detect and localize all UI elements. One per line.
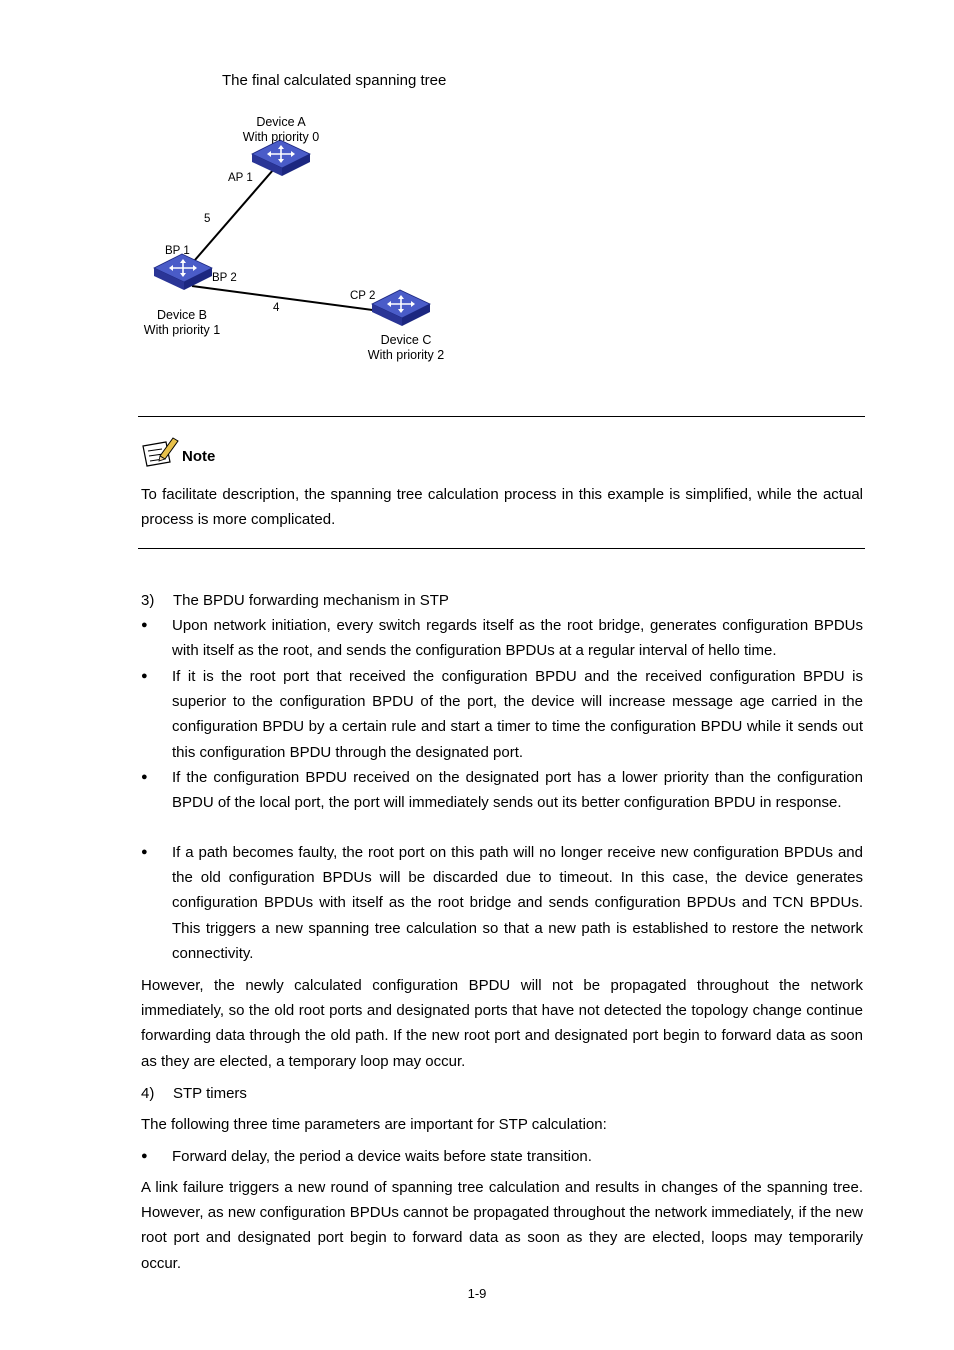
port-cp2: CP 2 (350, 290, 376, 302)
bullet-dot: ● (141, 670, 148, 682)
list-item-text: Upon network initiation, every switch regards itself as the root bridge, generates configuration BPDUs with itself as the root, and sends the configuration BPDUs at a regular interval of hello time. (172, 617, 863, 660)
section-3-heading (141, 588, 863, 613)
port-ap1: AP 1 (228, 172, 253, 184)
note-top-rule (138, 416, 865, 417)
bullet-dot: ● (141, 619, 148, 631)
section-4-title: STP timers (173, 1085, 247, 1102)
port-bp1: BP 1 (165, 245, 190, 257)
list-item (141, 840, 863, 966)
section-3-paragraph: However, the newly calculated configuration BPDU will not be propagated throughout the network immediately, so the old root ports and designated ports that have not detected the topology change continue forwarding data through the old path. If the new root port and designated port begin to forward data as soon as they are elected, a temporary loop may occur. (141, 977, 863, 1070)
bullet-dot: ● (141, 846, 148, 858)
link-bc-cost: 4 (273, 302, 280, 314)
list-item (141, 664, 863, 765)
device-b-priority: With priority 1 (143, 323, 221, 337)
list-item (141, 765, 863, 815)
switch-icon-device-a (252, 140, 310, 176)
note-text: To facilitate description, the spanning tree calculation process in this example is simplified, while the actual process is more complicated. (141, 486, 863, 529)
link-ab-cost: 5 (204, 213, 211, 225)
bullet-dot: ● (141, 771, 148, 783)
switch-icon-device-c (372, 290, 430, 326)
note-header (140, 436, 216, 468)
port-bp2: BP 2 (212, 272, 237, 284)
device-b-name: Device B (156, 308, 208, 322)
list-item-text: Forward delay, the period a device waits before state transition. (172, 1148, 592, 1165)
section-4-intro: The following three time parameters are important for STP calculation: (141, 1116, 607, 1133)
note-bottom-rule (138, 548, 865, 549)
spanning-tree-diagram (130, 100, 470, 375)
device-a-priority: With priority 0 (242, 130, 320, 144)
section-4-number: 4) (141, 1085, 155, 1102)
section-4-paragraph: A link failure triggers a new round of spanning tree calculation and results in changes of the spanning tree. However, as new configuration BPDUs cannot be propagated throughout the network immediately, if the new root port and designated port begin to forward data as soon as they are elected, loops may temporarily occur. (141, 1179, 863, 1272)
device-a-name: Device A (256, 115, 306, 129)
list-item (141, 613, 863, 663)
section-3-title: The BPDU forwarding mechanism in STP (173, 592, 449, 609)
bullet-dot: ● (141, 1150, 148, 1162)
switch-icon-device-b (154, 254, 212, 290)
note-pencil-icon (140, 436, 180, 468)
page-number: 1-9 (467, 1286, 487, 1301)
note-title: Note (182, 448, 216, 465)
device-c-name: Device C (380, 333, 432, 347)
list-item-text: If a path becomes faulty, the root port on this path will no longer receive new configuration BPDUs and the old configuration BPDUs will be discarded due to timeout. In this case, the device generates configuration BPDUs with itself as the root bridge and sends configuration BPDUs and TCN BPDUs. This triggers a new spanning tree calculation so that a new path is established to restore the network connectivity. (172, 844, 863, 962)
section-4-heading (141, 1081, 863, 1106)
list-item-text: If the configuration BPDU received on the designated port has a lower priority than the configuration BPDU of the local port, the port will immediately sends out its better configuration BPDU in response. (172, 769, 863, 812)
figure-caption: The final calculated spanning tree (222, 72, 447, 89)
section-3-number: 3) (141, 592, 155, 609)
device-c-priority: With priority 2 (367, 348, 445, 362)
list-item (141, 1144, 863, 1169)
list-item-text: If it is the root port that received the configuration BPDU and the received configuration BPDU is superior to the configuration BPDU of the port, the device will increase message age carried in the configuration BPDU by a certain rule and start a timer to time the configuration BPDU while it sends out this configuration BPDU through the designated port. (172, 668, 863, 761)
